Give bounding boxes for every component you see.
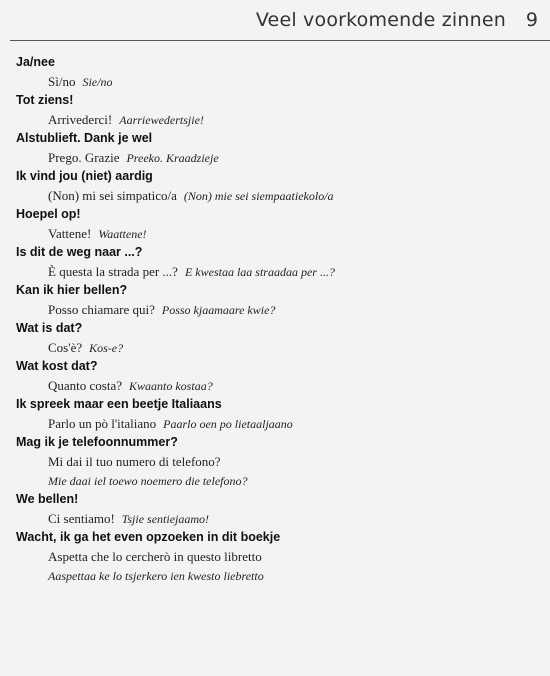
phrase-list: [16, 54, 536, 586]
phrase-entry: [16, 206, 536, 244]
pronunciation: Tsjie sentiejaamo!: [121, 512, 210, 526]
translation-line: [16, 149, 536, 168]
phrase-entry: [16, 130, 536, 168]
pronunciation-line: [16, 472, 536, 491]
translation-line: [16, 377, 536, 396]
italian-phrase: Cos'è?: [48, 340, 83, 355]
phrase-entry: [16, 320, 536, 358]
italian-phrase: Vattene!: [48, 226, 92, 241]
pronunciation: Sie/no: [82, 75, 113, 89]
translation-line: [16, 548, 536, 567]
italian-phrase: Parlo un pò l'italiano: [48, 416, 157, 431]
italian-phrase: È questa la strada per ...?: [48, 264, 178, 279]
phrase-entry: [16, 358, 536, 396]
italian-phrase: Quanto costa?: [48, 378, 123, 393]
page-header: [0, 0, 550, 42]
dutch-phrase: Wacht, ik ga het even opzoeken in dit boekje: [16, 530, 281, 544]
pronunciation: Aaspettaa ke lo tsjerkero ien kwesto liebretto: [48, 569, 264, 583]
translation-line: [16, 301, 536, 320]
pronunciation: Paarlo oen po lietaaljaano: [163, 417, 293, 431]
header-rule: [10, 40, 550, 41]
dutch-phrase: Wat is dat?: [16, 321, 83, 335]
translation-line: [16, 187, 536, 206]
pronunciation-line: [16, 567, 536, 586]
dutch-phrase: Kan ik hier bellen?: [16, 283, 128, 297]
dutch-phrase: Ik spreek maar een beetje Italiaans: [16, 397, 222, 411]
pronunciation: Kwaanto kostaa?: [129, 379, 213, 393]
italian-phrase: Mi dai il tuo numero di telefono?: [48, 454, 221, 469]
phrase-entry: [16, 529, 536, 586]
pronunciation: E kwestaa laa straadaa per ...?: [184, 265, 335, 279]
dutch-phrase: Hoepel op!: [16, 207, 81, 221]
translation-line: [16, 453, 536, 472]
italian-phrase: Prego. Grazie: [48, 150, 120, 165]
running-header-title: Veel voorkomende zinnen: [255, 9, 506, 31]
dutch-phrase: Ik vind jou (niet) aardig: [16, 169, 153, 183]
phrase-entry: [16, 491, 536, 529]
phrase-entry: [16, 168, 536, 206]
dutch-phrase: Wat kost dat?: [16, 359, 98, 373]
translation-line: [16, 111, 536, 130]
phrase-entry: [16, 92, 536, 130]
italian-phrase: Arrivederci!: [48, 112, 113, 127]
dutch-phrase: Mag ik je telefoonnummer?: [16, 435, 178, 449]
pronunciation: Mie daai iel toewo noemero die telefono?: [48, 474, 248, 488]
translation-line: [16, 339, 536, 358]
translation-line: [16, 510, 536, 529]
pronunciation: (Non) mie sei siempaatiekolo/a: [183, 189, 334, 203]
italian-phrase: Aspetta che lo cercherò in questo libretto: [48, 549, 262, 564]
translation-line: [16, 415, 536, 434]
translation-line: [16, 73, 536, 92]
dutch-phrase: Ja/nee: [16, 55, 55, 69]
dutch-phrase: We bellen!: [16, 492, 79, 506]
phrase-entry: [16, 434, 536, 491]
pronunciation: Posso kjaamaare kwie?: [161, 303, 276, 317]
italian-phrase: Ci sentiamo!: [48, 511, 115, 526]
phrase-entry: [16, 282, 536, 320]
italian-phrase: Posso chiamare qui?: [48, 302, 155, 317]
dutch-phrase: Tot ziens!: [16, 93, 74, 107]
dutch-phrase: Alstublieft. Dank je wel: [16, 131, 153, 145]
phrase-entry: [16, 54, 536, 92]
dutch-phrase: Is dit de weg naar ...?: [16, 245, 143, 259]
italian-phrase: (Non) mi sei simpatico/a: [48, 188, 177, 203]
translation-line: [16, 225, 536, 244]
page-number: 9: [525, 9, 538, 31]
phrase-entry: [16, 244, 536, 282]
italian-phrase: Sì/no: [48, 74, 76, 89]
pronunciation: Preeko. Kraadzieje: [126, 151, 219, 165]
pronunciation: Waattene!: [98, 227, 147, 241]
pronunciation: Kos-e?: [89, 341, 124, 355]
pronunciation: Aarriewedertsjie!: [119, 113, 204, 127]
phrase-entry: [16, 396, 536, 434]
translation-line: [16, 263, 536, 282]
